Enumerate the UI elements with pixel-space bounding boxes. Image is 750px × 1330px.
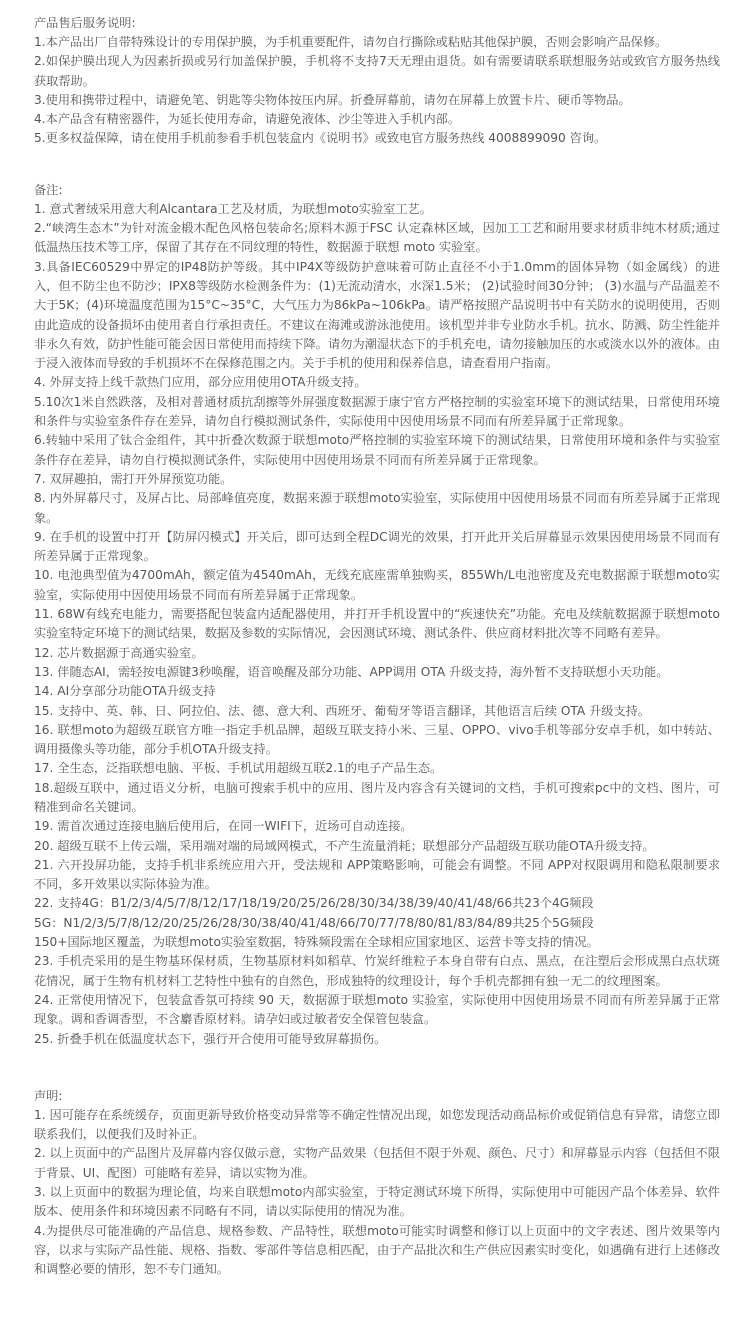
section-spacer [34, 1049, 720, 1087]
after-sales-item: 1.本产品出厂自带特殊设计的专用保护膜，为手机重要配件，请勿自行撕除或粘贴其他保护膜，否则会影响产品保修。 [34, 35, 668, 49]
after-sales-title: 产品售后服务说明: [34, 16, 136, 30]
note-item: 11. 68W有线充电能力，需要搭配包装盒内适配器使用，并打开手机设置中的“疾速快充”功能。充电及续航数据源于联想moto实验室特定环境下的测试结果，数据及参数的实际情况，会因测试环境、测试条件、供应商材料批次等不同略有差异。 [34, 607, 720, 641]
note-item: 19. 需首次通过连接电脑后使用后，在同一WIFI下，近场可自动连接。 [34, 819, 413, 834]
section-spacer [34, 149, 720, 181]
note-item: 9. 在手机的设置中打开【防屏闪模式】开关后，即可达到全程DC调光的效果，打开此开关后屏幕显示效果因使用场景不同而有所差异属于正常现象。 [34, 529, 720, 564]
note-item: 3.具备IEC60529中界定的IP48防护等级。其中IP4X等级防护意味着可防止直径不小于1.0mm的固体异物（如金属线）的进入，但不防尘也不防沙；IPX8等级防水检测条件为：(1)无流动清水，水深1.5米； (2)试验时间30分钟； (3)水温与产品温差不大于5K；(4)环境温度范围为15°C~35°C，大气压力为86kPa~106kPa。请严格按照产品说明书中有关防水的说明使用，否则由此造成的设备损坏由使用者自行承担责任。不建议在海滩或游泳池使用。该机型并非专业防水手机。抗水、防溅、防尘性能并非永久有效，防护性能可能会因日常使用而持续下降。请勿为潮湿状态下的手机充电，请勿接触加压的水或淡水以外的液体。由于浸入液体而导致的手机损坏不在保修范围之内。关于手机的使用和保养信息，请查看用户指南。 [34, 259, 720, 371]
after-sales-item: 5.更多权益保障，请在使用手机前参看手机包装盒内《说明书》或致电官方服务热线 4008899090 咨询。 [34, 131, 607, 146]
after-sales-item: 3.使用和携带过程中，请避免笔、钥匙等尖物体按压内屏。折叠屏幕前，请勿在屏幕上放置卡片、硬币等物品。 [34, 92, 631, 107]
after-sales-section [34, 14, 720, 149]
note-item: 1. 意式奢绒采用意大利Alcantara工艺及材质，为联想moto实验室工艺。 [34, 201, 432, 216]
disclaimer-section [34, 1087, 720, 1280]
note-item: 2.“峡湾生态木”为针对流金椴木配色风格包装命名;原料木源于FSC 认定森林区域，因加工工艺和耐用要求材质非纯木材质;通过低温热压技术等工序，保留了其存在不同纹理的特性，数据源于联想 moto 实验室。 [34, 221, 720, 255]
disclaimer-title: 声明: [34, 1088, 63, 1103]
note-item: 4. 外屏支持上线千款热门应用，部分应用使用OTA升级支持。 [34, 375, 367, 390]
note-item: 6.转轴中采用了钛合金组件，其中折叠次数源于联想moto严格控制的实验室环境下的测试结果，日常使用环境和条件与实验室条件存在差异，请勿自行模拟测试条件，实际使用中因使用场景不同而有所差异属于正常现象。 [34, 433, 720, 467]
note-item: 8. 内外屏幕尺寸，及屏占比、局部峰值亮度，数据来源于联想moto实验室，实际使用中因使用场景不同而有所差异属于正常现象。 [34, 491, 720, 525]
note-item: 24. 正常使用情况下，包装盒香氛可持续 90 天，数据源于联想moto 实验室，实际使用中因使用场景不同而有所差异属于正常现象。调和香调香型，不含麝香原材料。请孕妇或过敏者安全保管包装盒。 [34, 992, 720, 1027]
note-item: 14. AI分享部分功能OTA升级支持 [34, 684, 216, 699]
note-item: 18.超级互联中，通过语义分析，电脑可搜索手机中的应用、图片及内容含有关键词的文档，手机可搜索pc中的文档、图片，可精准到命名关键词。 [34, 780, 720, 814]
notes-title: 备注: [34, 182, 63, 197]
note-item: 5G：N1/2/3/5/7/8/12/20/25/26/28/30/38/40/41/48/66/70/77/78/80/81/83/84/89共25个5G频段 [34, 915, 594, 930]
notes-section [34, 181, 720, 1049]
note-item: 17. 全生态，泛指联想电脑、平板、手机试用超级互联2.1的电子产品生态。 [34, 761, 443, 776]
note-item: 15. 支持中、英、韩、日、阿拉伯、法、德、意大利、西班牙、葡萄牙等语言翻译，其他语言后续 OTA 升级支持。 [34, 703, 651, 718]
disclaimer-item: 2. 以上页面中的产品图片及屏幕内容仅做示意，实物产品效果（包括但不限于外观、颜色、尺寸）和屏幕显示内容（包括但不限于背景、UI、配图）可能略有差异，请以实物为准。 [34, 1146, 720, 1180]
note-item: 13. 伴随态AI，需轻按电源键3秒唤醒，语音唤醒及部分功能、APP调用 OTA 升级支持，海外暂不支持联想小天功能。 [34, 664, 669, 679]
note-item: 21. 六开投屏功能，支持手机非系统应用六开，受法规和 APP策略影响，可能会有调整。不同 APP对权限调用和隐私限制要求不同，多开效果以实际体验为准。 [34, 857, 720, 892]
note-item: 25. 折叠手机在低温度状态下，强行开合使用可能导致屏幕损伤。 [34, 1031, 387, 1046]
after-sales-item: 4.本产品含有精密器件，为延长使用寿命，请避免液体、沙尘等进入手机内部。 [34, 112, 461, 127]
disclaimer-item: 3. 以上页面中的数据为理论值，均来自联想moto内部实验室，于特定测试环境下所得，实际使用中可能因产品个体差异、软件版本、使用条件和环境因素不同略有不同，请以实际使用的情况为准。 [34, 1185, 720, 1219]
note-item: 10. 电池典型值为4700mAh，额定值为4540mAh，无线充底座需单独购买，855Wh/L电池密度及充电数据源于联想moto实验室，实际使用中因使用场景不同而有所差异属于正常现象。 [34, 568, 720, 602]
after-sales-item: 2.如保护膜出现人为因素折损或另行加盖保护膜，手机将不支持7天无理由退货。如有需要请联系联想服务站或致官方服务热线获取帮助。 [34, 54, 720, 88]
note-item: 16. 联想moto为超级互联官方唯一指定手机品牌，超级互联支持小米、三星、OPPO、vivo手机等部分安卓手机，如中转站、调用摄像头等功能，部分手机OTA升级支持。 [34, 722, 720, 757]
note-item: 23. 手机壳采用的是生物基环保材质，生物基原材料如稻草、竹炭纤维粒子本身自带有白点、黑点，在注塑后会形成黑白点状斑花情况，属于生物有机材料工艺特性中独有的自然色，形成独特的纹理设计，每个手机壳都拥有独一无二的纹理图案。 [34, 954, 720, 988]
note-item: 150+国际地区覆盖，为联想moto实验室数据，特殊频段需在全球相应国家地区、运营卡等支持的情况。 [34, 935, 599, 950]
note-item: 7. 双屏趣拍，需打开外屏预览功能。 [34, 471, 233, 486]
note-item: 5.10次1米自然跌落，及相对普通材质抗刮擦等外屏强度数据源于康宁官方严格控制的实验室环境下的测试结果，日常使用环境和条件与实验室条件存在差异，请勿自行模拟测试条件，实际使用中因使用场景不同而有所差异属于正常现象。 [34, 394, 720, 429]
note-item: 12. 芯片数据源于高通实验室。 [34, 645, 204, 660]
note-item: 22. 支持4G：B1/2/3/4/5/7/8/12/17/18/19/20/25/26/28/30/34/38/39/40/41/48/66共23个4G频段 [34, 896, 594, 911]
disclaimer-item: 4.为提供尽可能准确的产品信息、规格参数、产品特性，联想moto可能实时调整和修订以上页面中的文字表述、图片效果等内容，以求与实际产品性能、规格、指数、零部件等信息相匹配，由于产品批次和生产供应因素实时变化，如遇确有进行上述修改和调整必要的情形，恕不专门通知。 [34, 1223, 720, 1277]
note-item: 20. 超级互联不上传云端，采用端对端的局域网模式，不产生流量消耗；联想部分产品超级互联功能OTA升级支持。 [34, 838, 655, 853]
disclaimer-item: 1. 因可能存在系统缓存，页面更新导致价格变动异常等不确定性情况出现，如您发现活动商品标价或促销信息有异常，请您立即联系我们，以便我们及时补正。 [34, 1107, 720, 1142]
